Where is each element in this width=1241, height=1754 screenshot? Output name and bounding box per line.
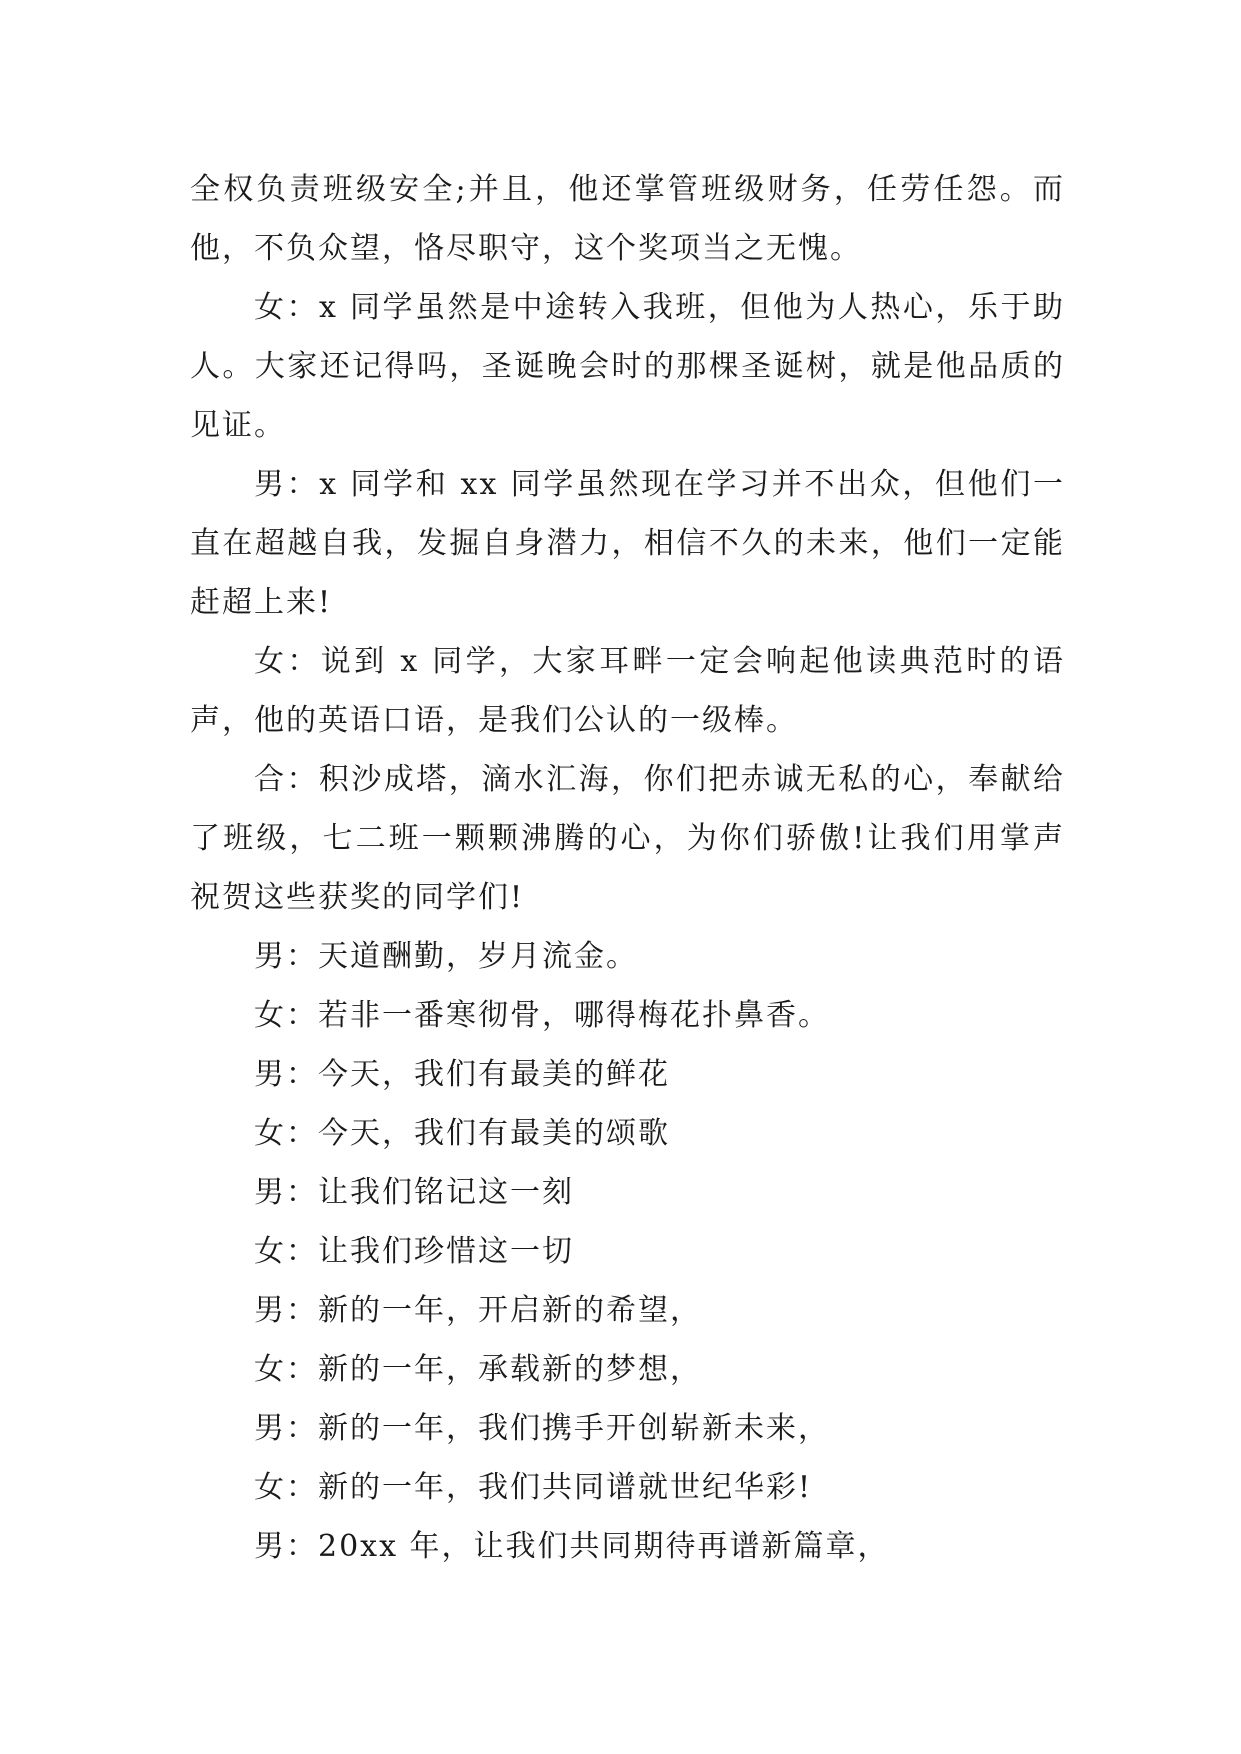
document-body — [190, 160, 1065, 1576]
paragraph-15: 女：新的一年，我们共同谱就世纪华彩! — [254, 1470, 813, 1505]
paragraph-6: 男：天道酬勤，岁月流金。 — [254, 939, 638, 974]
paragraph-16: 男：20xx 年，让我们共同期待再谱新篇章， — [254, 1529, 890, 1564]
paragraph-11: 女：让我们珍惜这一切 — [254, 1234, 574, 1269]
paragraph-12: 男：新的一年，开启新的希望， — [254, 1293, 702, 1328]
paragraph-13: 女：新的一年，承载新的梦想， — [254, 1352, 702, 1387]
paragraph-8: 男：今天，我们有最美的鲜花 — [254, 1057, 670, 1092]
paragraph-3: 男：x 同学和 xx 同学虽然现在学习并不出众，但他们一直在超越自我，发掘自身潜力，相信不久的未来，他们一定能赶超上来! — [190, 467, 1065, 620]
paragraph-10: 男：让我们铭记这一刻 — [254, 1175, 574, 1210]
paragraph-1: 全权负责班级安全;并且，他还掌管班级财务，任劳任怨。而他，不负众望，恪尽职守，这个奖项当之无愧。 — [190, 172, 1065, 266]
paragraph-14: 男：新的一年，我们携手开创崭新未来， — [254, 1411, 830, 1446]
paragraph-2: 女：x 同学虽然是中途转入我班，但他为人热心，乐于助人。大家还记得吗，圣诞晚会时的那棵圣诞树，就是他品质的见证。 — [190, 290, 1065, 443]
paragraph-9: 女：今天，我们有最美的颂歌 — [254, 1116, 670, 1151]
paragraph-4: 女：说到 x 同学，大家耳畔一定会响起他读典范时的语声，他的英语口语，是我们公认的一级棒。 — [190, 644, 1065, 738]
paragraph-5: 合：积沙成塔，滴水汇海，你们把赤诚无私的心，奉献给了班级，七二班一颗颗沸腾的心，为你们骄傲!让我们用掌声祝贺这些获奖的同学们! — [190, 762, 1065, 915]
paragraph-7: 女：若非一番寒彻骨，哪得梅花扑鼻香。 — [254, 998, 830, 1033]
